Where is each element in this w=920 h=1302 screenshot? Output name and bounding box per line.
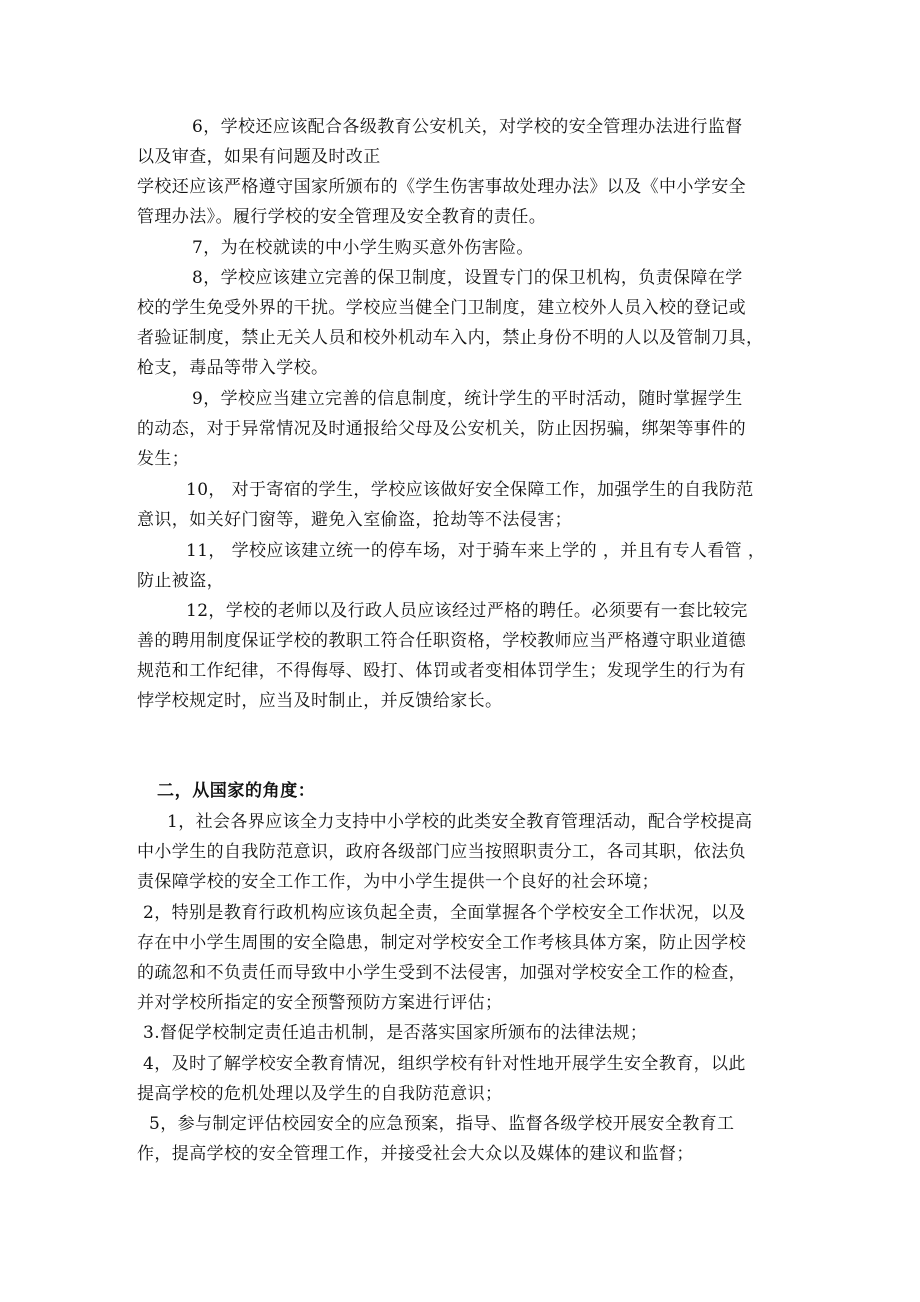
item-8-line-2: 校的学生免受外界的干扰。学校应当健全门卫制度，建立校外人员入校的登记或 (137, 298, 746, 318)
item-8-line-3: 者验证制度，禁止无关人员和校外机动车入内，禁止身份不明的人以及管制刀具， (137, 328, 764, 348)
section-2-item-3-line-1: 3.督促学校制定责任追击机制，是否落实国家所颁布的法律法规； (143, 1023, 648, 1043)
section-2-item-2-line-3: 的疏忽和不负责任而导致中小学生受到不法侵害，加强对学校安全工作的检查， (137, 963, 746, 983)
item-10-line-1: 10， 对于寄宿的学生，学校应该做好安全保障工作，加强学生的自我防范 (186, 480, 754, 500)
section-2-heading: 二，从国家的角度： (157, 781, 316, 801)
section-2-item-1-line-2: 中小学生的自我防范意识，政府各级部门应当按照职责分工，各司其职，依法负 (137, 842, 746, 862)
item-10-line-2: 意识，如关好门窗等，避免入室偷盗，抢劫等不法侵害； (137, 510, 572, 530)
item-6-line-4: 管理办法》。履行学校的安全管理及安全教育的责任。 (137, 207, 547, 227)
section-2-item-1-line-1: 1，社会各界应该全力支持中小学校的此类安全教育管理活动，配合学校提高 (167, 812, 753, 832)
item-6-line-3: 学校还应该严格遵守国家所颁布的《学生伤害事故处理办法》以及《中小学安全 (137, 177, 746, 197)
item-12-line-1: 12，学校的老师以及行政人员应该经过严格的聘任。必须要有一套比较完 (186, 601, 748, 621)
item-6-line-1: 6，学校还应该配合各级教育公安机关，对学校的安全管理办法进行监督 (192, 117, 743, 137)
item-7-line-1: 7，为在校就读的中小学生购买意外伤害险。 (192, 238, 534, 258)
item-8-line-4: 枪支，毒品等带入学校。 (137, 358, 329, 378)
item-9-line-3: 发生； (137, 449, 190, 469)
item-12-line-3: 规范和工作纪律，不得侮辱、殴打、体罚或者变相体罚学生；发现学生的行为有 (137, 661, 746, 681)
section-2-item-4-line-2: 提高学校的危机处理以及学生的自我防范意识； (137, 1084, 503, 1104)
item-6-line-2: 以及审查，如果有问题及时改正 (137, 147, 381, 167)
section-2-item-2-line-2: 存在中小学生周围的安全隐患，制定对学校安全工作考核具体方案，防止因学校 (137, 933, 746, 953)
section-2-item-1-line-3: 责保障学校的安全工作工作，为中小学生提供一个良好的社会环境； (137, 872, 659, 892)
item-11-line-1: 11， 学校应该建立统一的停车场，对于骑车来上学的 ，并且有专人看管 ， (186, 541, 766, 561)
item-11-line-2: 防止被盗， (137, 571, 224, 591)
item-12-line-4: 悖学校规定时，应当及时制止，并反馈给家长。 (137, 691, 503, 711)
section-2-item-5-line-1: 5，参与制定评估校园安全的应急预案，指导、监督各级学校开展安全教育工 (149, 1114, 735, 1134)
item-8-line-1: 8，学校应该建立完善的保卫制度，设置专门的保卫机构，负责保障在学 (192, 268, 743, 288)
item-9-line-1: 9，学校应当建立完善的信息制度，统计学生的平时活动，随时掌握学生 (192, 389, 743, 409)
section-2-item-5-line-2: 作，提高学校的安全管理工作，并接受社会大众以及媒体的建议和监督； (137, 1144, 694, 1164)
section-2-item-4-line-1: 4，及时了解学校安全教育情况，组织学校有针对性地开展学生安全教育，以此 (143, 1054, 746, 1074)
section-2-item-2-line-1: 2，特别是教育行政机构应该负起全责，全面掌握各个学校安全工作状况，以及 (143, 903, 746, 923)
section-2-item-2-line-4: 并对学校所指定的安全预警预防方案进行评估； (137, 993, 503, 1013)
item-12-line-2: 善的聘用制度保证学校的教职工符合任职资格，学校教师应当严格遵守职业道德 (137, 631, 746, 651)
item-9-line-2: 的动态，对于异常情况及时通报给父母及公安机关，防止因拐骗，绑架等事件的 (137, 419, 746, 439)
